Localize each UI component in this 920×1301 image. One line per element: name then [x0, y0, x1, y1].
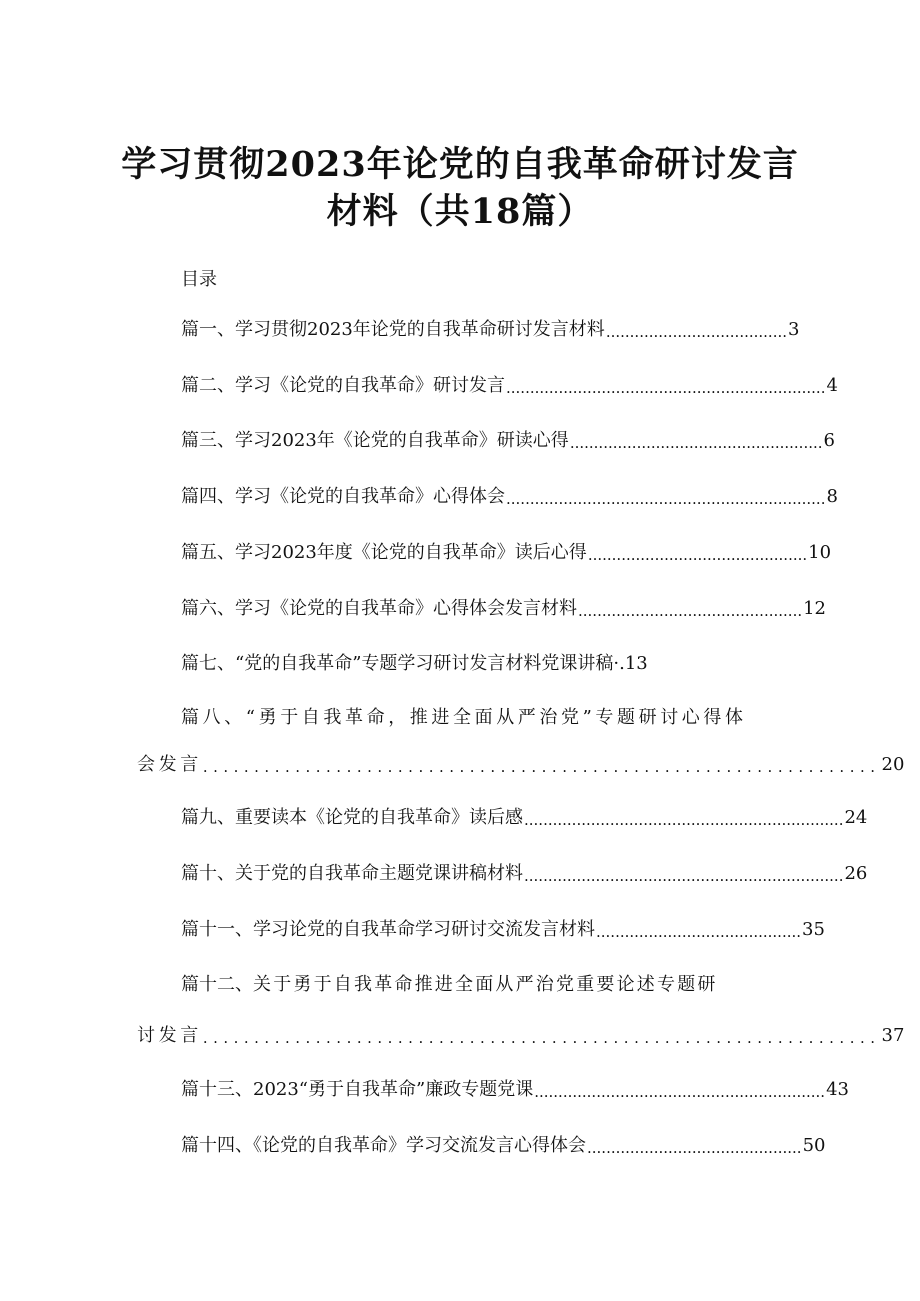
- toc-entry-12-line-1[interactable]: [181, 973, 718, 997]
- toc-leader-dots: ..................................................................: [202, 758, 881, 776]
- toc-entry-label: 篇七、“党的自我革命”专题学习研讨发言材料党课讲稿: [181, 653, 614, 674]
- toc-page-number: 35: [802, 919, 825, 940]
- toc-page-number: 24: [844, 807, 868, 828]
- toc-page-number: 50: [802, 1135, 826, 1156]
- toc-leader-dots: .............................................: [587, 1139, 802, 1157]
- toc-entry-9[interactable]: [181, 806, 868, 830]
- toc-page-number: 43: [826, 1079, 849, 1100]
- toc-leader-dots: .....................................................: [569, 434, 823, 452]
- toc-entry-label: 篇六、学习《论党的自我革命》心得体会发言材料: [181, 598, 577, 619]
- toc-entry-label: 篇十一、学习论党的自我革命学习研讨交流发言材料: [181, 919, 595, 940]
- toc-leader-dots: ...........................................: [596, 923, 802, 941]
- toc-page-number: 13: [624, 653, 648, 674]
- document-title-line-1: 学习贯彻2023年论党的自我革命研讨发言: [121, 144, 799, 185]
- toc-page-number: 20: [881, 754, 905, 775]
- toc-entry-8-line-1[interactable]: 篇八、“勇于自我革命，推进全面从严治党”专题研讨心得体: [181, 707, 747, 728]
- toc-leader-dots: ..................................................................: [202, 1029, 881, 1047]
- toc-entry-13[interactable]: [181, 1078, 849, 1102]
- toc-leader-dots: ...................................................................: [524, 811, 844, 829]
- toc-page-number: 12: [803, 598, 827, 619]
- toc-entry-label: 篇十三、2023“勇于自我革命”廉政专题党课: [181, 1079, 534, 1100]
- toc-entry-4[interactable]: [181, 485, 838, 509]
- toc-entry-label: 篇十、关于党的自我革命主题党课讲稿材料: [181, 863, 523, 884]
- toc-leader-dots: ..............................................: [587, 546, 808, 564]
- toc-entry-label: 篇三、学习2023年《论党的自我革命》研读心得: [181, 430, 569, 451]
- toc-page-number: 6: [823, 430, 835, 451]
- toc-entry-3[interactable]: [181, 429, 835, 453]
- toc-entry-12[interactable]: [137, 1024, 905, 1048]
- toc-page-number: 8: [826, 486, 838, 507]
- toc-leader-dots: ...................................................................: [506, 490, 826, 508]
- toc-entry-label: 篇四、学习《论党的自我革命》心得体会: [181, 486, 505, 507]
- toc-entry-10[interactable]: [181, 862, 868, 886]
- toc-entry-label: 篇二、学习《论党的自我革命》研讨发言: [181, 375, 505, 396]
- toc-entry-7[interactable]: [181, 652, 721, 676]
- toc-entry-label: 篇一、学习贯彻2023年论党的自我革命研讨发言材料: [181, 319, 605, 340]
- toc-leader-dots: ...................................................................: [506, 379, 826, 397]
- toc-page-number: 37: [881, 1025, 905, 1046]
- toc-entry-label: 篇十四、《论党的自我革命》学习交流发言心得体会: [181, 1135, 586, 1156]
- toc-page-number: 26: [844, 863, 868, 884]
- document-title-line-2: 材料（共18篇）: [326, 191, 594, 232]
- toc-entry-label: 关于勇于自我革命推进全面从严治党重要论述专题研: [253, 974, 718, 995]
- toc-entry-2[interactable]: [181, 374, 838, 398]
- toc-page-number: 3: [788, 319, 800, 340]
- toc-entry-11[interactable]: [181, 918, 825, 942]
- toc-entry-8[interactable]: [137, 753, 905, 777]
- toc-leader-dots: ·.: [613, 653, 625, 674]
- toc-leader-dots: ......................................: [605, 323, 787, 341]
- toc-entry-1[interactable]: [181, 318, 800, 342]
- toc-entry-5[interactable]: [181, 541, 832, 565]
- toc-entry-prefix: 篇十二、: [181, 974, 253, 995]
- toc-entry-label: 讨发言: [137, 1025, 202, 1046]
- toc-leader-dots: .............................................................: [534, 1083, 826, 1101]
- toc-leader-dots: ...................................................................: [524, 867, 844, 885]
- toc-entry-label: 篇五、学习2023年度《论党的自我革命》读后心得: [181, 542, 587, 563]
- toc-entry-label: 篇九、重要读本《论党的自我革命》读后感: [181, 807, 523, 828]
- toc-entry-label: 会发言: [137, 754, 202, 775]
- toc-page-number: 4: [826, 375, 838, 396]
- toc-entry-6[interactable]: [181, 597, 827, 621]
- toc-entry-14[interactable]: [181, 1134, 826, 1158]
- toc-leader-dots: ...............................................: [578, 602, 803, 620]
- toc-heading: 目录: [181, 269, 217, 290]
- toc-page-number: 10: [808, 542, 832, 563]
